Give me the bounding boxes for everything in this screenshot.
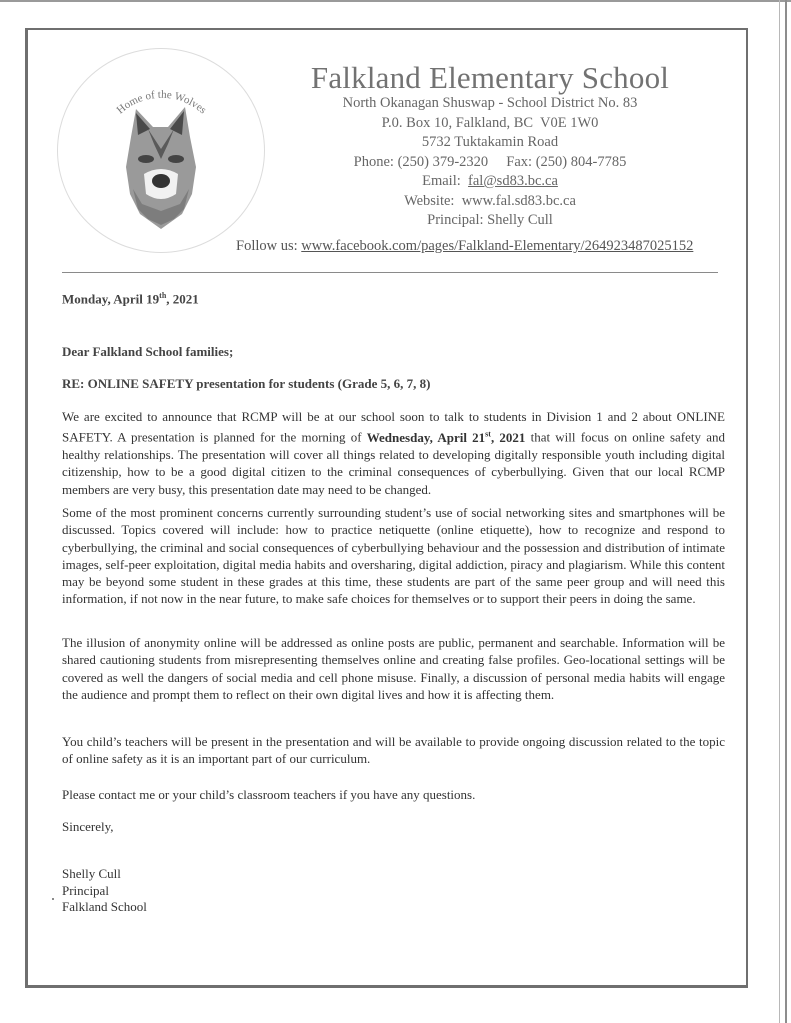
school-district: North Okanagan Shuswap - School District No. 83 [342, 95, 638, 111]
date-text: Monday, April 19 [62, 291, 160, 307]
signer-name: Shelly Cull [62, 866, 121, 881]
paragraph-2: Some of the most prominent concerns currently surrounding student’s use of social networking sites and smartphones will be discussed. Topics covered will include: how to practice netiquette (online etiquette), how to recognize and respond to cyberbullying, the criminal and social consequences of cyberbullying behaviour and the possession and distribution of intimate images, self-peer exploitation, digital media habits and oversharing, digital addiction, piracy and plagiarism. While this content may be beyond some student in these grades at this time, these students are part of the same peer group and will need this information, if not now in the near future, to make safe choices for themselves or to support their peers in doing the same. [62, 505, 725, 607]
school-logo [57, 48, 265, 253]
paragraph-3: The illusion of anonymity online will be addressed as online posts are public, permanent and searchable. Information will be shared cautioning students from misrepresenting themselves online and creating false profiles. Geo-locational settings will be covered as well the dangers of social media and cell phone misuse. Finally, a discussion of personal media habits will engage the audience and prompt them to reflect on their own digital lives and how it is affecting them. [62, 635, 725, 702]
subject-line: RE: ONLINE SAFETY presentation for students (Grade 5, 6, 7, 8) [62, 376, 431, 391]
email-line [290, 172, 690, 192]
paragraph-4: You child’s teachers will be present in the presentation and will be available to provide ongoing discussion related to the topic of online safety as it is an important part of our curriculum. [62, 734, 725, 767]
website-line: Website: www.fal.sd83.bc.ca [404, 192, 576, 209]
greeting: Dear Falkland School families; [62, 344, 234, 359]
logo-motto: Home of the Wolves [114, 88, 209, 117]
principal-line: Principal: Shelly Cull [427, 212, 553, 228]
closing: Sincerely, [62, 819, 114, 834]
email-link[interactable]: fal@sd83.bc.ca [468, 173, 558, 189]
date-ordinal: th [159, 291, 167, 300]
wolf-icon [58, 49, 263, 251]
paragraph-1 [62, 408, 725, 498]
scan-edge-top [0, 0, 791, 2]
facebook-link[interactable]: www.facebook.com/pages/Falkland-Elementary/264923487025152 [301, 238, 694, 254]
email-label: Email: [422, 173, 469, 189]
signature-block [62, 866, 147, 916]
school-name: Falkland Elementary School [310, 60, 670, 95]
letter-date [62, 291, 199, 307]
po-box: P.0. Box 10, Falkland, BC V0E 1W0 [381, 114, 599, 131]
p1-text-b: that will focus on online safety and healthy relationships. The presentation will cover all things related to developing digitally responsible youth including digital citizenship, how to be a good digital citizen to the criminal consequences of cyberbullying. Given that our local RCMP members are very busy, this presentation date may need to be changed. [62, 429, 725, 497]
signer-title: Principal [62, 882, 109, 898]
presentation-date: Wednesday, April 21st, 2021 [366, 429, 526, 445]
scan-edge-right [779, 0, 780, 1023]
scan-edge-right-dark [785, 0, 787, 1023]
date-year: , 2021 [166, 291, 199, 307]
signer-school: Falkland School [62, 899, 147, 914]
follow-label: Follow us: [236, 238, 302, 254]
scan-speck [52, 898, 54, 900]
follow-us-line [236, 238, 693, 255]
header-divider [62, 272, 718, 273]
letterhead [290, 62, 690, 231]
p1-text-a: We are excited to announce that RCMP will be at our school soon to talk to students in Division 1 and 2 about ONLINE SAFETY. A presentation is planned for the morning of [62, 409, 725, 445]
phone-fax: Phone: (250) 379-2320 Fax: (250) 804-7785 [353, 153, 627, 170]
street-address: 5732 Tuktakamin Road [421, 134, 559, 150]
paragraph-5: Please contact me or your child’s classroom teachers if you have any questions. [62, 787, 476, 802]
